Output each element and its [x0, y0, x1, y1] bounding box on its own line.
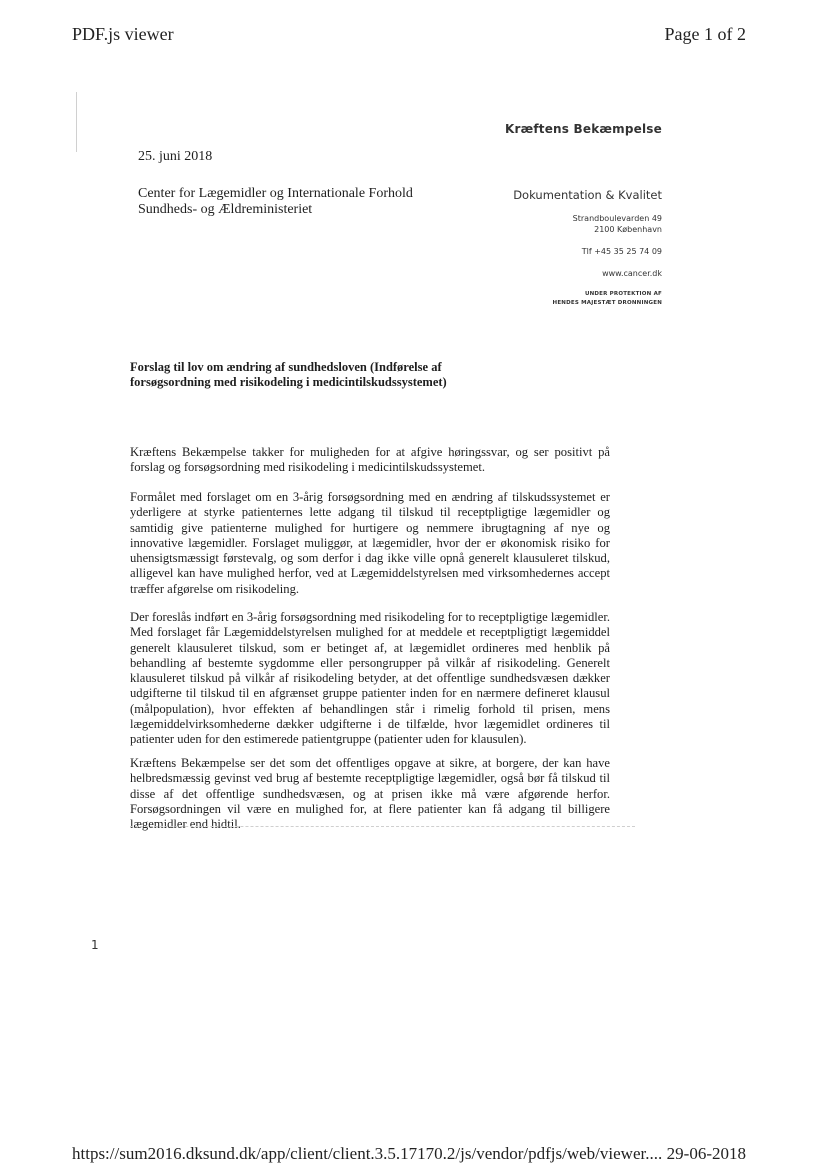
patron-line-2: HENDES MAJESTÆT DRONNINGEN [552, 300, 662, 306]
letter-date: 25. juni 2018 [138, 149, 213, 164]
organization-name: Kræftens Bekæmpelse [504, 122, 662, 136]
sender-spacer [513, 279, 662, 290]
paragraph: Kræftens Bekæmpelse takker for muligheden for at afgive høringssvar, og ser positivt på forslag og forsøgsordning med risikodeling i medicintilskudssystemet. [130, 445, 610, 475]
sender-spacer [513, 257, 662, 268]
paragraph: Kræftens Bekæmpelse ser det som det offentliges opgave at sikre, at borgere, der kan have helbredsmæssig gevinst ved brug af bestemte receptpligtige lægemidler, også bør få tilskud til disse af det offentlige sundhedsvæsen, og at prisen ikke må være afgørende herfor. Forsøgsordningen vil være en mulighed for, at flere patienter kan få adgang til billigere lægemidler end hidtil. [130, 756, 610, 832]
paragraph: Formålet med forslaget om en 3-årig forsøgsordning med en ændring af tilskudssystemet er yderligere at styrke patienternes lette adgang til tilskud til receptpligtige lægemidler og samtidig give patienterne mulighed for hurtigere og nemmere ibrugtagning af nye og innovative lægemidler. Forslaget muliggør, at lægemidler, hvor der er økonomisk risiko for uhensigtsmæssigt førstevalg, og som derfor i dag ikke ville opnå generelt klausuleret tilskud, alligevel kan have mulighed herfor, ved at Lægemiddelstyrelsen med virksomhedernes accept træffer afgørelse om risikodeling. [130, 490, 610, 596]
recipient-line-1: Center for Lægemidler og Internationale Forhold [138, 186, 413, 201]
sender-spacer [513, 235, 662, 246]
viewer-title: PDF.js viewer [72, 24, 174, 44]
sender-street: Strandboulevarden 49 [572, 214, 662, 223]
recipient-address [138, 186, 413, 218]
sender-city: 2100 København [594, 225, 662, 234]
patron-line-1: UNDER PROTEKTION AF [584, 291, 662, 297]
recipient-line-2: Sundheds- og Ældreministeriet [138, 202, 313, 217]
page-indicator: Page 1 of 2 [664, 24, 746, 44]
footer-date: 29-06-2018 [666, 1144, 746, 1163]
sender-block [513, 188, 662, 308]
scan-artifact [76, 92, 77, 152]
faint-divider [130, 826, 635, 828]
sender-web: www.cancer.dk [602, 269, 662, 278]
sender-phone: Tlf +45 35 25 74 09 [581, 247, 662, 256]
page-number: 1 [91, 938, 99, 952]
letter-subject: Forslag til lov om ændring af sundhedsloven (Indførelse af forsøgsordning med risikodeling i medicintilskudssystemet) [130, 360, 447, 389]
paragraph: Der foreslås indført en 3-årig forsøgsordning med risikodeling for to receptpligtige lægemidler. Med forslaget får Lægemiddelstyrelsen mulighed for at meddele et receptpligtigt lægemiddel generelt klausuleret tilskud, som er betinget af, at lægemidlet ordineres med henblik på behandling af bestemte sygdomme eller persongrupper på vilkår af risikodeling. Generelt klausuleret tilskud på vilkår af risikodeling betyder, at det offentlige sundhedsvæsen dækker udgifterne til tilskud til en afgrænset gruppe patienter inden for en nærmere defineret klausul (målpopulation), hvor effekten af behandlingen står i rimelig forhold til prisen, mens lægemiddelvirksomhederne dækker udgifterne i de tilfælde, hvor lægemidlet ordineres til patienter uden for den estimerede patientgruppe (patienter uden for klausulen). [130, 610, 610, 747]
footer-url: https://sum2016.dksund.dk/app/client/client.3.5.17170.2/js/vendor/pdfjs/web/viewer.... [72, 1144, 663, 1163]
sender-department: Dokumentation & Kvalitet [513, 188, 662, 202]
